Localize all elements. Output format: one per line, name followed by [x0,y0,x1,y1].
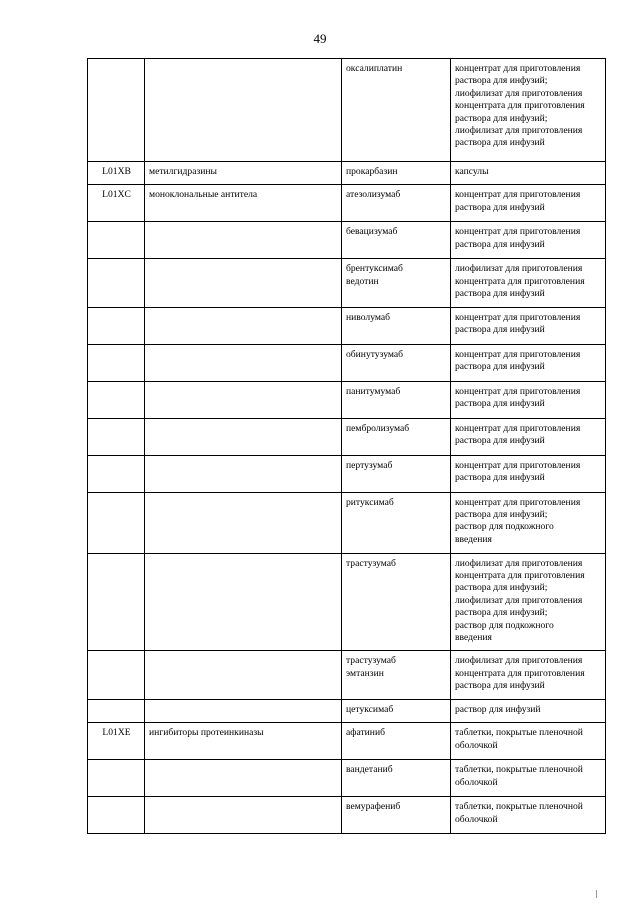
group-name-cell [145,344,342,381]
group-name-cell [145,651,342,699]
table-row [88,344,606,381]
atc-code-cell [88,760,145,797]
drug-name-cell: трастузумаб [342,553,451,651]
atc-code-cell [88,418,145,455]
dosage-form-cell: концентрат для приготовления раствора для инфузий [451,418,606,455]
scan-mark [596,890,597,898]
atc-code-cell: L01XE [88,723,145,760]
atc-code-cell [88,699,145,722]
drug-name-cell: брентуксимаб ведотин [342,259,451,307]
page-number: 49 [313,31,327,46]
table-row [88,553,606,651]
dosage-form-cell: таблетки, покрытые пленочной оболочкой [451,723,606,760]
dosage-form-cell: концентрат для приготовления раствора для инфузий [451,185,606,222]
group-name-cell [145,59,342,162]
group-name-cell [145,455,342,492]
table-row [88,222,606,259]
dosage-form-cell: концентрат для приготовления раствора для инфузий [451,381,606,418]
atc-code-cell [88,455,145,492]
drug-name-cell: ритуксимаб [342,492,451,553]
table-row [88,259,606,307]
atc-code-cell [88,59,145,162]
dosage-form-cell: таблетки, покрытые пленочной оболочкой [451,760,606,797]
table-row [88,59,606,162]
table-row [88,492,606,553]
atc-code-cell [88,381,145,418]
group-name-cell [145,418,342,455]
drug-name-cell: бевацизумаб [342,222,451,259]
group-name-cell: ингибиторы протеинкиназы [145,723,342,760]
dosage-form-cell: раствор для инфузий [451,699,606,722]
group-name-cell [145,307,342,344]
group-name-cell [145,492,342,553]
dosage-form-cell: концентрат для приготовления раствора для инфузий [451,307,606,344]
table-row [88,651,606,699]
group-name-cell [145,222,342,259]
atc-code-cell [88,492,145,553]
drug-name-cell: атезолизумаб [342,185,451,222]
drug-name-cell: трастузумаб эмтанзин [342,651,451,699]
dosage-form-cell: капсулы [451,162,606,185]
dosage-form-cell: лиофилизат для приготовления концентрата для приготовления раствора для инфузий [451,651,606,699]
table-row [88,699,606,722]
drug-name-cell: пертузумаб [342,455,451,492]
drug-name-cell: панитумумаб [342,381,451,418]
dosage-form-cell: концентрат для приготовления раствора для инфузий [451,344,606,381]
dosage-form-cell: лиофилизат для приготовления концентрата для приготовления раствора для инфузий; лиофилизат для приготовления раствора для инфузий; раствор для подкожного введения [451,553,606,651]
drug-table [87,58,606,834]
atc-code-cell [88,259,145,307]
atc-code-cell [88,651,145,699]
atc-code-cell [88,797,145,834]
group-name-cell: моноклональные антитела [145,185,342,222]
table-row [88,418,606,455]
drug-name-cell: вемурафениб [342,797,451,834]
drug-name-cell: обинутузумаб [342,344,451,381]
atc-code-cell [88,222,145,259]
dosage-form-cell: концентрат для приготовления раствора для инфузий; лиофилизат для приготовления концентрата для приготовления раствора для инфузий; лиофилизат для приготовления раствора для инфузий [451,59,606,162]
table-row [88,381,606,418]
table-row [88,723,606,760]
drug-name-cell: прокарбазин [342,162,451,185]
group-name-cell [145,760,342,797]
atc-code-cell: L01XB [88,162,145,185]
table-row [88,307,606,344]
dosage-form-cell: лиофилизат для приготовления концентрата для приготовления раствора для инфузий [451,259,606,307]
drug-name-cell: ниволумаб [342,307,451,344]
drug-name-cell: оксалиплатин [342,59,451,162]
group-name-cell [145,699,342,722]
table-row [88,162,606,185]
drug-name-cell: вандетаниб [342,760,451,797]
table-row [88,797,606,834]
dosage-form-cell: концентрат для приготовления раствора для инфузий; раствор для подкожного введения [451,492,606,553]
atc-code-cell [88,553,145,651]
atc-code-cell: L01XC [88,185,145,222]
group-name-cell [145,259,342,307]
atc-code-cell [88,307,145,344]
dosage-form-cell: концентрат для приготовления раствора для инфузий [451,222,606,259]
dosage-form-cell: концентрат для приготовления раствора для инфузий [451,455,606,492]
group-name-cell [145,381,342,418]
atc-code-cell [88,344,145,381]
table-row [88,185,606,222]
group-name-cell: метилгидразины [145,162,342,185]
table-row [88,455,606,492]
group-name-cell [145,553,342,651]
drug-name-cell: пембролизумаб [342,418,451,455]
drug-name-cell: цетуксимаб [342,699,451,722]
table-row [88,760,606,797]
drug-name-cell: афатиниб [342,723,451,760]
dosage-form-cell: таблетки, покрытые пленочной оболочкой [451,797,606,834]
group-name-cell [145,797,342,834]
